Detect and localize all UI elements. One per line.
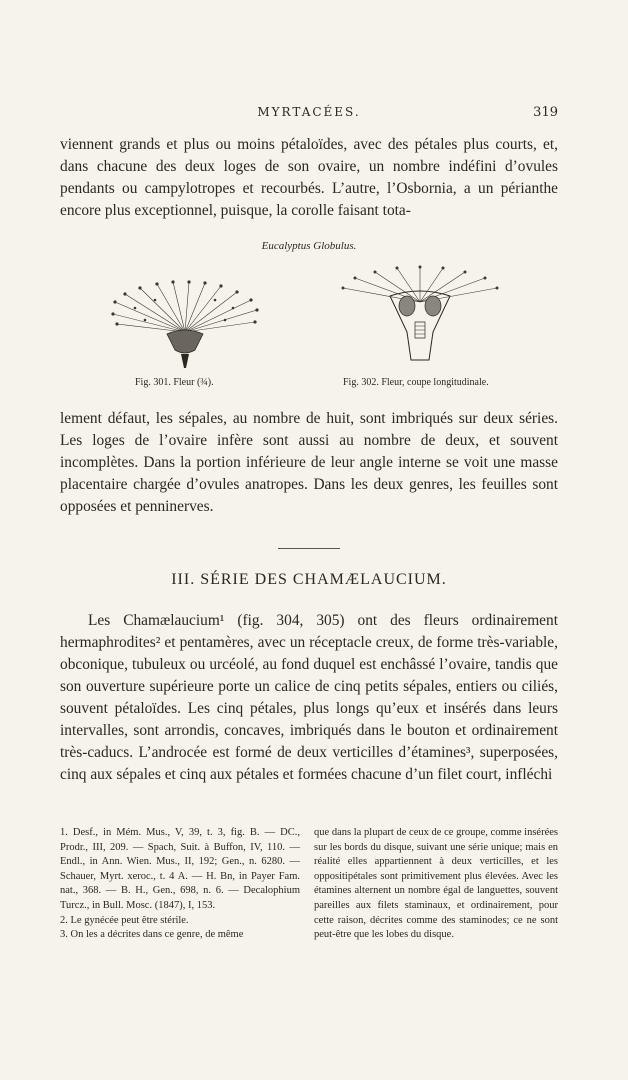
page-number: 319 <box>533 105 558 120</box>
figure-301-label: Fig. 301. Fleur (¾). <box>135 377 214 388</box>
paragraph-continued <box>60 134 558 222</box>
paragraph-text: Les Chamælaucium¹ (fig. 304, 305) ont des fleurs ordinairement hermaphrodites² et pentamères, avec un réceptacle creux, de forme très-variable, obconique, tubuleux ou urcéolé, au fond duquel est enchâssé l’ovaire, tandis que son ouverture supérieure porte un calice de cinq petits sépales, entiers ou ciliés, souvent pétaloïdes. Les cinq pétales, plus longs qu’eux et insérés dans leurs intervalles, sont arrondis, concaves, imbriqués dans le bouton et ordinairement très-caducs. L’androcée est formé de deux verticilles d’étamines³, superposées, cinq aux sépales et cinq aux pétales et formées chacune d’un filet court, infléchi <box>60 612 558 783</box>
footnotes-right-column <box>314 826 558 943</box>
footnote-3-continued: que dans la plupart de ceux de ce groupe, comme insérées sur les bords du disque, suivant une série unique; mais en réalité elles appartiennent à deux verticilles, et les oppositipétales sont primitivement plus élevées. Avec les étamines alternent un nombre égal de languettes, souvent pareilles aux filets staminaux, et ordinairement, pour cette raison, décrites comme des staminodes; ce ne sont peut-être que les lobes du disque. <box>314 827 558 941</box>
footnote-2: 2. Le gynécée peut être stérile. <box>60 914 189 926</box>
figure-302-label: Fig. 302. Fleur, coupe longitudinale. <box>343 377 489 388</box>
figure-301-flower-illustration <box>105 272 265 372</box>
paragraph <box>60 610 558 786</box>
paragraph <box>60 408 558 518</box>
footnotes-left-column <box>60 826 300 943</box>
figure-302-flower-section-illustration <box>335 262 505 372</box>
footnote-1: 1. Desf., in Mém. Mus., V, 39, t. 3, fig. B. — DC., Prodr., III, 209. — Spach, Suit. à Buffon, IV, 110. — Endl., in Ann. Wien. Mus., II, 192; Gen., n. 6280. — Schauer, Myrt. xeroc., t. 4 A. — H. Bn, in Payer Fam. nat., 368. — B. H., Gen., 698, n. 6. — Decalophium Turcz., in Bull. Mosc. (1847), I, 153. <box>60 827 300 911</box>
running-title: MYRTACÉES. <box>257 105 361 119</box>
paragraph-text: lement défaut, les sépales, au nombre de huit, sont imbriqués sur deux séries. Les loges de l’ovaire infère sont aussi au nombre de deux, et souvent incomplètes. Dans la portion inférieure de leur angle interne se voit une masse placentaire chargée d’ovules anatropes. Dans les deux genres, les feuilles sont opposées et penninerves. <box>60 410 558 515</box>
section-divider <box>278 548 340 549</box>
footnote-3: 3. On les a décrites dans ce genre, de même <box>60 929 244 941</box>
figure-caption: Eucalyptus Globulus. <box>261 240 357 252</box>
section-heading: III. SÉRIE DES CHAMÆLAUCIUM. <box>171 571 447 588</box>
running-head <box>60 105 558 125</box>
paragraph-text: viennent grands et plus ou moins pétaloïdes, avec des pétales plus courts, et, dans chacune des deux loges de son ovaire, un nombre indéfini d’ovules pendants ou campylotropes et recourbés. L’autre, l’Osbornia, a un périanthe encore plus exceptionnel, puisque, la corolle faisant tota- <box>60 136 558 219</box>
